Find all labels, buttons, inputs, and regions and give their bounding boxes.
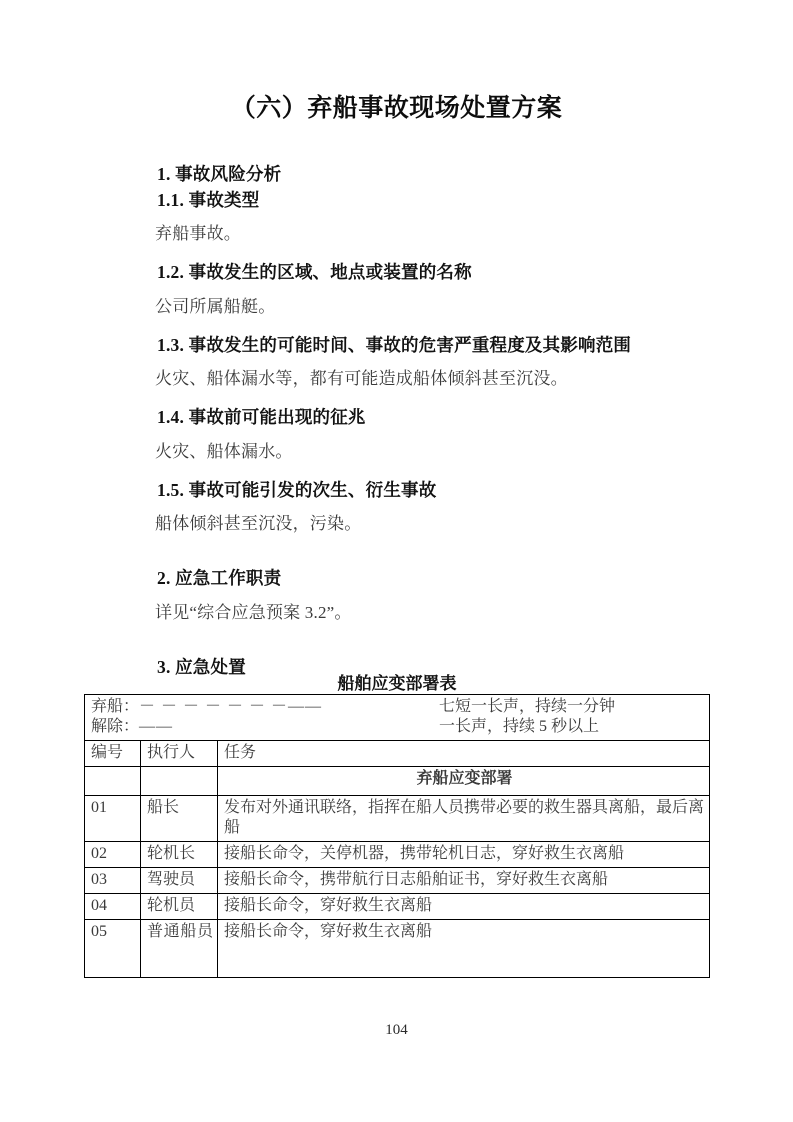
row-task: 接船长命令，携带航行日志船舶证书，穿好救生衣离船 — [218, 868, 710, 894]
table-row — [85, 868, 710, 894]
group-title: 弃船应变部署 — [218, 767, 710, 796]
row-no: 03 — [85, 868, 141, 894]
row-task: 接船长命令，穿好救生衣离船 — [218, 920, 710, 978]
row-no: 01 — [85, 796, 141, 842]
paragraph-1-5: 船体倾斜甚至沉没，污染。 — [155, 514, 362, 533]
emergency-deployment-table — [84, 694, 710, 978]
heading-1-4: 1.4. 事故前可能出现的征兆 — [157, 407, 366, 427]
column-header-executor: 执行人 — [141, 741, 218, 767]
row-task: 接船长命令，关停机器，携带轮机日志，穿好救生衣离船 — [218, 842, 710, 868]
table-row-signals — [85, 695, 710, 741]
page-number: 104 — [385, 1022, 408, 1038]
signal-label: 解除： — [91, 718, 140, 735]
signal-code: － － － － － － －—— — [139, 698, 323, 715]
heading-1-5: 1.5. 事故可能引发的次生、衍生事故 — [157, 479, 437, 500]
paragraph-1-1: 弃船事故。 — [155, 224, 241, 243]
row-executor: 轮机员 — [141, 894, 218, 920]
signal-line-abandon — [91, 697, 705, 717]
heading-1-1: 1.1. 事故类型 — [157, 189, 260, 210]
signal-description: 一长声，持续 5 秒以上 — [439, 718, 600, 735]
signal-label: 弃船： — [91, 698, 140, 715]
paragraph-1-4: 火灾、船体漏水。 — [155, 441, 293, 461]
row-task: 接船长命令，穿好救生衣离船 — [218, 894, 710, 920]
row-no: 05 — [85, 920, 141, 978]
table-row — [85, 920, 710, 978]
paragraph-1-3: 火灾、船体漏水等，都有可能造成船体倾斜甚至沉没。 — [155, 369, 568, 388]
row-task: 发布对外通讯联络，指挥在船人员携带必要的救生器具离船，最后离船 — [218, 796, 710, 842]
row-executor: 普通船员 — [141, 920, 218, 978]
table-caption: 船舶应变部署表 — [337, 674, 457, 693]
heading-2: 2. 应急工作职责 — [157, 568, 282, 588]
table-row — [85, 894, 710, 920]
paragraph-2: 详见“综合应急预案 3.2”。 — [155, 602, 352, 622]
signal-line-standdown — [91, 717, 705, 737]
signal-description: 七短一长声，持续一分钟 — [439, 698, 616, 715]
table-group-title-row — [85, 767, 710, 796]
group-row-blank-executor — [141, 767, 218, 796]
column-header-no: 编号 — [85, 741, 141, 767]
heading-1: 1. 事故风险分析 — [157, 164, 282, 184]
row-executor: 船长 — [141, 796, 218, 842]
row-executor: 轮机长 — [141, 842, 218, 868]
table-row — [85, 842, 710, 868]
table-row — [85, 796, 710, 842]
table-header-row — [85, 741, 710, 767]
page-title: （六）弃船事故现场处置方案 — [230, 95, 563, 122]
signal-code: —— — [139, 718, 174, 735]
row-executor: 驾驶员 — [141, 868, 218, 894]
row-no: 02 — [85, 842, 141, 868]
heading-3: 3. 应急处置 — [157, 656, 246, 677]
row-no: 04 — [85, 894, 141, 920]
column-header-task: 任务 — [218, 741, 710, 767]
group-row-blank-no — [85, 767, 141, 796]
heading-1-3: 1.3. 事故发生的可能时间、事故的危害严重程度及其影响范围 — [157, 334, 632, 355]
document-body — [155, 166, 725, 676]
signal-cell — [85, 695, 710, 741]
paragraph-1-2: 公司所属船艇。 — [155, 296, 276, 316]
heading-1-2: 1.2. 事故发生的区域、地点或装置的名称 — [157, 262, 472, 282]
